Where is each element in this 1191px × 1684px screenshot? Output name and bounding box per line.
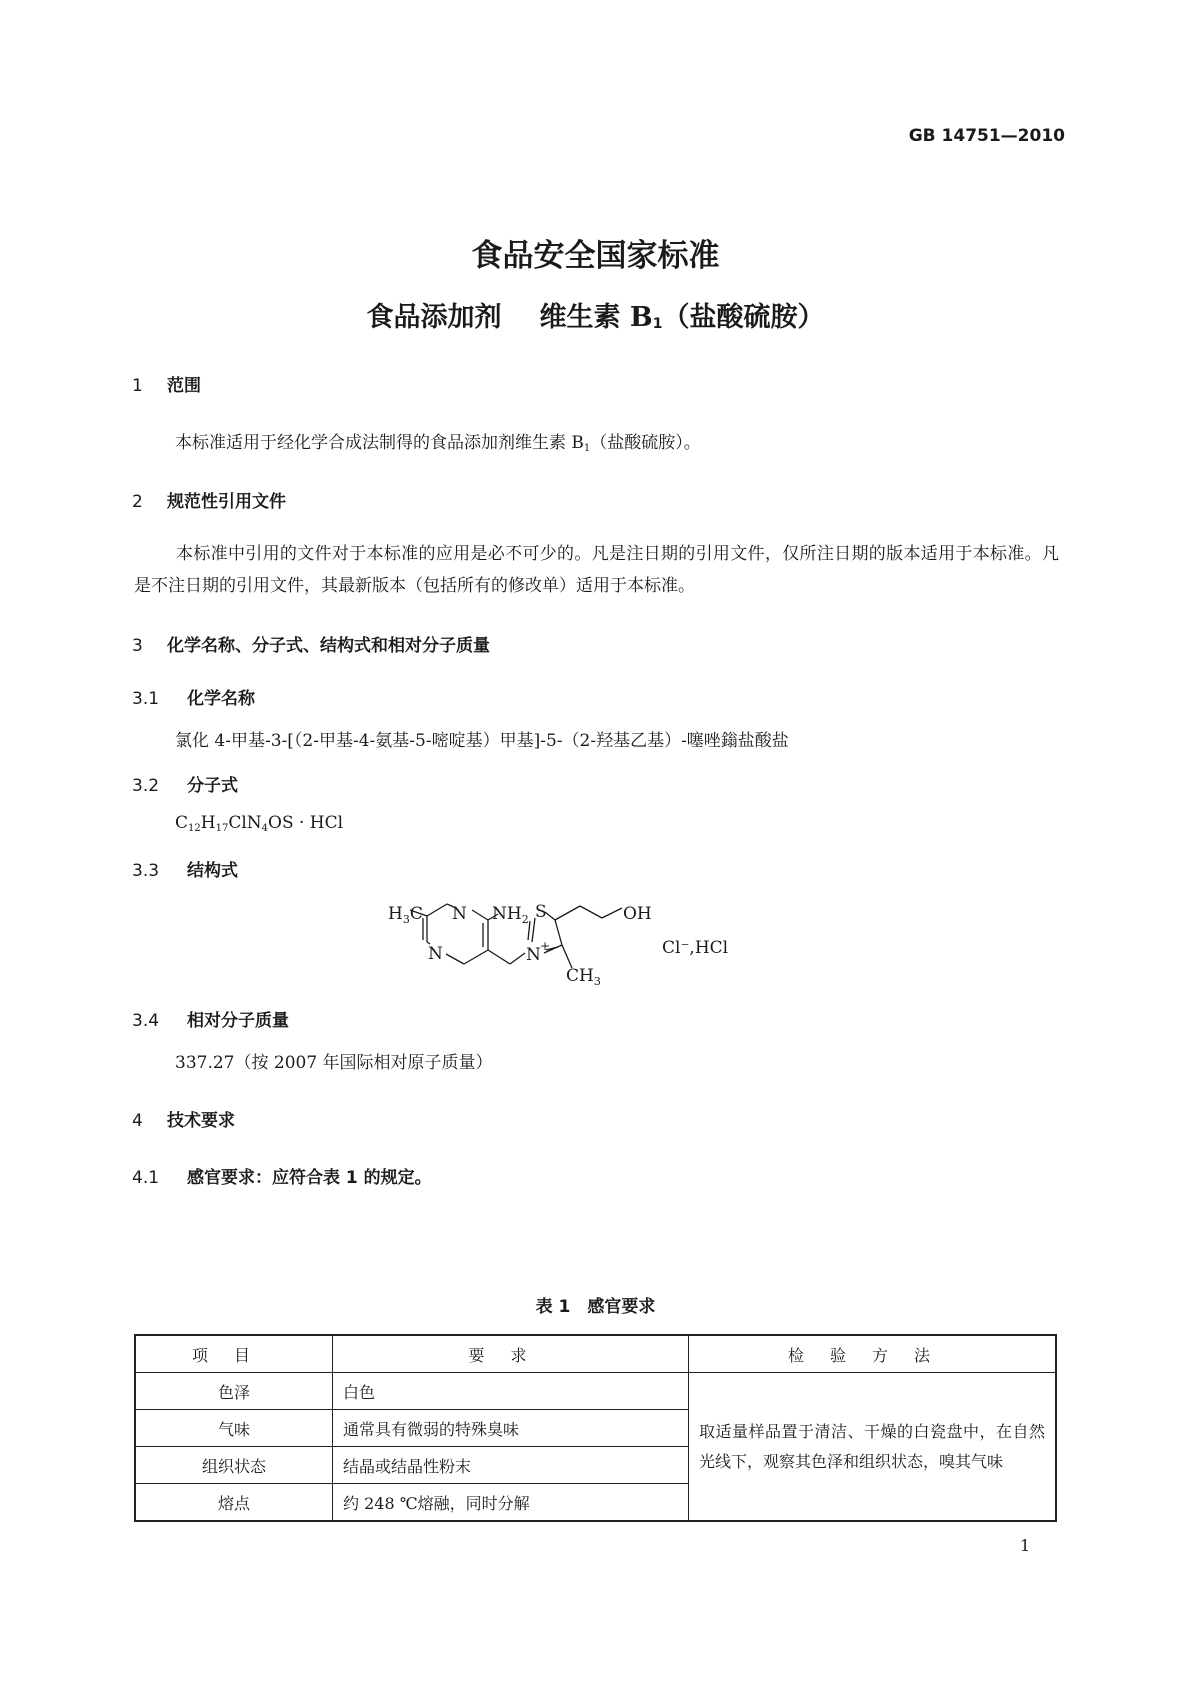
cell-requirement: 约 248 ℃熔融，同时分解: [333, 1484, 689, 1522]
formula-part: ClN: [228, 813, 262, 833]
subtitle-part2: 维生素 B: [539, 302, 653, 333]
bond: [562, 945, 572, 968]
cell-item: 气味: [135, 1410, 333, 1447]
section-3-2-heading: [132, 771, 238, 796]
subtitle-part1: 食品添加剂: [366, 302, 502, 333]
section-number: 4.1: [132, 1168, 160, 1188]
sensory-requirements-table: [134, 1334, 1057, 1522]
formula-subscript: 4: [261, 823, 269, 834]
bond: [427, 904, 447, 916]
section-number: 3: [132, 636, 143, 656]
label-nh2: $NH_2$: [492, 904, 529, 926]
cell-item: 色泽: [135, 1373, 333, 1410]
bond: [555, 920, 562, 945]
section-2-text: 本标准中引用的文件对于本标准的应用是必不可少的。凡是注日期的引用文件，仅所注日期的版本适用于本标准。凡是不注日期的引用文件，其最新版本（包括所有的修改单）适用于本标准。: [134, 544, 1059, 596]
header-item: 项目: [135, 1335, 333, 1373]
section-title: 化学名称: [187, 689, 255, 709]
label-ch3: $CH_3$: [566, 966, 601, 988]
section-number: 4: [132, 1111, 143, 1131]
cell-item: 熔点: [135, 1484, 333, 1522]
bond: [580, 906, 602, 918]
text-part: 本标准适用于经化学合成法制得的食品添加剂维生素 B: [175, 433, 584, 453]
bond: [555, 906, 580, 920]
text-subscript: 1: [583, 443, 591, 454]
chemical-name: 氯化 4-甲基-3-[（2-甲基-4-氨基-5-嘧啶基）甲基]-5-（2-羟基乙基）-噻唑鎓盐酸盐: [175, 731, 789, 751]
label-oh: OH: [623, 904, 652, 924]
table-caption: 表 1 感官要求: [535, 1297, 656, 1317]
molecular-mass: 337.27（按 2007 年国际相对原子质量）: [175, 1053, 493, 1073]
document-title: 食品安全国家标准: [471, 238, 720, 274]
section-1-heading: [132, 371, 201, 396]
bond: [488, 950, 510, 964]
section-title: 感官要求：应符合表 1 的规定。: [187, 1168, 432, 1188]
formula-part: H: [200, 813, 216, 833]
section-title: 化学名称、分子式、结构式和相对分子质量: [167, 636, 490, 656]
structural-formula: [380, 890, 780, 1000]
molecular-formula: [175, 813, 343, 834]
section-3-1-heading: [132, 684, 255, 709]
formula-part: OS · HCl: [268, 813, 344, 833]
section-number: 3.3: [132, 861, 160, 881]
cell-item: 组织状态: [135, 1447, 333, 1484]
section-2-heading: [132, 487, 286, 512]
section-number: 1: [132, 376, 143, 396]
section-3-4-heading: [132, 1006, 289, 1031]
page-number: 1: [1020, 1536, 1031, 1555]
label-plus: +: [540, 939, 551, 953]
section-number: 3.1: [132, 689, 160, 709]
text-part: （盐酸硫胺）。: [590, 433, 701, 453]
label-n-plus: N: [526, 945, 541, 965]
section-title: 技术要求: [167, 1111, 235, 1131]
formula-subscript: 17: [215, 823, 229, 834]
section-4-heading: [132, 1106, 235, 1131]
section-title: 范围: [167, 376, 201, 396]
section-title: 分子式: [187, 776, 238, 796]
header-method: 检验方法: [689, 1335, 1057, 1373]
section-number: 3.2: [132, 776, 160, 796]
section-3-3-heading: [132, 856, 238, 881]
section-title: 结构式: [187, 861, 238, 881]
formula-part: C: [175, 813, 189, 833]
bond: [602, 908, 622, 918]
label-h3c: $H_3C$: [388, 904, 423, 926]
table-header-row: [135, 1335, 1056, 1373]
label-n-bottom: N: [428, 944, 443, 964]
section-title: 相对分子质量: [187, 1011, 289, 1031]
section-title: 规范性引用文件: [167, 492, 286, 512]
table-row: [135, 1373, 1056, 1410]
cell-method: 取适量样品置于清洁、干燥的白瓷盘中，在自然光线下，观察其色泽和组织状态，嗅其气味: [689, 1373, 1057, 1522]
section-1-text: [175, 428, 701, 454]
formula-subscript: 12: [188, 823, 201, 834]
header-requirement: 要求: [333, 1335, 689, 1373]
section-3-heading: [132, 631, 490, 656]
section-number: 2: [132, 492, 143, 512]
standard-code: GB 14751—2010: [908, 126, 1065, 146]
section-number: 3.4: [132, 1011, 160, 1031]
label-n-top: N: [452, 904, 467, 924]
section-4-1-heading: [132, 1163, 432, 1188]
subtitle-subscript: 1: [652, 316, 663, 332]
cell-requirement: 白色: [333, 1373, 689, 1410]
counter-ion: Cl⁻,HCl: [662, 938, 729, 958]
bond: [446, 954, 464, 964]
bond: [464, 950, 488, 964]
cell-requirement: 通常具有微弱的特殊臭味: [333, 1410, 689, 1447]
bond: [510, 953, 525, 964]
subtitle-part3: （盐酸硫胺）: [662, 302, 825, 333]
bond: [472, 910, 488, 920]
label-s: S: [535, 902, 547, 922]
document-subtitle: [0, 295, 1191, 334]
cell-requirement: 结晶或结晶性粉末: [333, 1447, 689, 1484]
